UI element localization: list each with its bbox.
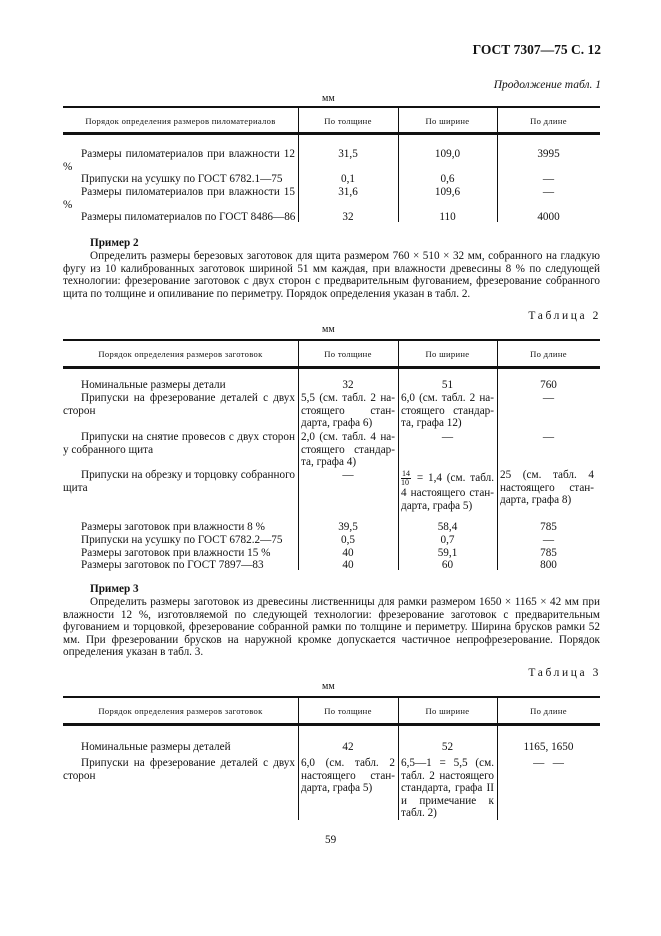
example-2-title: Пример 2	[90, 237, 139, 249]
column-header: По длине	[530, 706, 567, 716]
column-header: По длине	[530, 116, 567, 126]
cell-thickness: 31,6	[338, 186, 358, 198]
table-rule	[63, 696, 600, 698]
table-row-label: Припуски на снятие провесов с двух сторон у собранного щита	[63, 431, 295, 456]
column-header: По ширине	[425, 349, 470, 359]
cell-thickness: 32	[342, 211, 354, 223]
table-rule	[63, 366, 600, 369]
cell-length: 25 (см. табл. 4 настоящего стан-дарта, графа 8)	[500, 469, 594, 507]
table-3	[63, 696, 600, 820]
document-header: ГОСТ 7307—75 С. 12	[472, 42, 601, 57]
table-row-label: Размеры заготовок по ГОСТ 7897—83	[81, 559, 264, 571]
table-row-label: Размеры пиломатериалов при влажности 15 %	[63, 186, 295, 211]
column-header: По толщине	[324, 706, 372, 716]
table-row-label: Припуски на фрезерование деталей с двух сторон	[63, 392, 295, 417]
cell-width: 109,0	[434, 148, 461, 160]
cell-thickness: 2,0 (см. табл. 4 на-стоящего стандар-та, графа 4)	[301, 431, 395, 469]
column-header: По длине	[530, 349, 567, 359]
cell-length: 785	[540, 547, 557, 559]
column-header: Порядок определения размеров пиломатериалов	[85, 116, 276, 126]
table-row-label: Припуски на обрезку и торцовку собранного щита	[63, 469, 295, 494]
cell-length: —	[542, 431, 555, 443]
table1-unit: мм	[322, 93, 335, 104]
column-header: По ширине	[425, 116, 470, 126]
table-rule	[63, 106, 600, 108]
table-row-label: Размеры заготовок при влажности 8 %	[81, 521, 265, 533]
cell-thickness: 39,5	[338, 521, 358, 533]
cell-length: 1165, 1650	[523, 741, 574, 753]
cell-width: 6,5—1 = 5,5 (см. табл. 2 настоящего стандарта, графа II и примечание к табл. 2)	[401, 757, 494, 820]
example-3-title: Пример 3	[90, 583, 139, 595]
cell-length: —	[542, 186, 555, 198]
table-rule	[63, 132, 600, 135]
table2-label: Таблица 2	[528, 310, 601, 322]
cell-thickness: 0,1	[341, 173, 355, 185]
cell-length: —	[542, 173, 555, 185]
cell-thickness: 42	[342, 741, 354, 753]
table-row-label: Припуски на фрезерование деталей с двух сторон	[63, 757, 295, 782]
cell-width: 58,4	[437, 521, 458, 533]
cell-length: 4000	[537, 211, 560, 223]
cell-width: $\frac{14}{10}$ = 1,4 (см. табл. 4 настоящего стан-дарта, графа 5)	[401, 469, 494, 512]
table-row-label: Размеры заготовок при влажности 15 %	[81, 547, 271, 559]
cell-thickness: 40	[342, 547, 354, 559]
column-header: По толщине	[324, 116, 372, 126]
table-row-label: Припуски на усушку по ГОСТ 6782.2—75	[81, 534, 283, 546]
cell-thickness: 5,5 (см. табл. 2 на-стоящего стан-дарта, графа 6)	[301, 392, 395, 430]
page-number: 59	[325, 834, 337, 846]
table-row-label: Размеры пиломатериалов по ГОСТ 8486—86	[81, 211, 296, 223]
cell-width: 59,1	[437, 547, 458, 559]
column-header: По ширине	[425, 706, 470, 716]
cell-width: 110	[439, 211, 456, 223]
table2-unit: мм	[322, 324, 335, 335]
cell-length: 800	[540, 559, 557, 571]
column-header: Порядок определения размеров заготовок	[98, 349, 263, 359]
table1-continuation-label: Продолжение табл. 1	[493, 79, 601, 91]
table-rule	[63, 339, 600, 341]
column-header: Порядок определения размеров заготовок	[98, 706, 263, 716]
cell-length: —	[542, 392, 555, 404]
cell-width: 0,7	[440, 534, 455, 546]
cell-length: — —	[533, 757, 564, 769]
fraction: $\frac{14}{10}$	[401, 469, 410, 487]
table3-unit: мм	[322, 681, 335, 692]
example-3-text: Определить размеры заготовок из древесины лиственницы для рамки размером 1650 × 1165 × 42 мм при влажности 12 %, изготовляемой по следующей технологии: фрезерование заготовок с предварительным фугованием и торцовкой, фрезерование собранной рамки по толщине и периметру. Ширина брусков рамки 52 мм. При фрезеровании брусков на наружной кромке допускается частичное непрофрезерование. Порядок определения указан в табл. 3.	[63, 596, 600, 659]
table-row-label: Номинальные размеры деталей	[81, 741, 231, 753]
cell-thickness: 40	[342, 559, 354, 571]
cell-thickness: 31,5	[338, 148, 358, 160]
cell-thickness: 0,5	[341, 534, 355, 546]
cell-thickness: —	[342, 469, 354, 481]
table-row-label: Припуски на усушку по ГОСТ 6782.1—75	[81, 173, 283, 185]
cell-length: 3995	[537, 148, 560, 160]
column-header: По толщине	[324, 349, 372, 359]
cell-width: 109,6	[434, 186, 461, 198]
cell-width: 60	[441, 559, 454, 571]
cell-width: 51	[441, 379, 454, 391]
cell-thickness: 6,0 (см. табл. 2 настоящего стан-дарта, графа 5)	[301, 757, 395, 795]
cell-thickness: 32	[342, 379, 354, 391]
cell-length: 760	[540, 379, 557, 391]
table-row-label: Номинальные размеры детали	[81, 379, 226, 391]
cell-length: 785	[540, 521, 557, 533]
table-row-label: Размеры пиломатериалов при влажности 12 %	[63, 148, 295, 173]
cell-width: 0,6	[440, 173, 455, 185]
table-rule	[63, 723, 600, 726]
cell-width: 6,0 (см. табл. 2 на-стоящего стандар-та, графа 12)	[401, 392, 494, 430]
cell-width: —	[441, 431, 454, 443]
example-2-text: Определить размеры березовых заготовок для щита размером 760 × 510 × 32 мм, собранного на гладкую фугу из 10 калиброванных заготовок шириной 51 мм каждая, при влажности древесины 8 % по следующей технологии: фрезерование заготовок с двух сторон с предварительным фугованием, фрезерование собранного щита по толщине и опиливание по периметру. Порядок определения указан в табл. 2.	[63, 250, 600, 300]
table3-label: Таблица 3	[528, 667, 601, 679]
cell-length: —	[542, 534, 555, 546]
table-1	[63, 106, 600, 222]
table-2	[63, 339, 600, 570]
cell-width: 52	[441, 741, 454, 753]
